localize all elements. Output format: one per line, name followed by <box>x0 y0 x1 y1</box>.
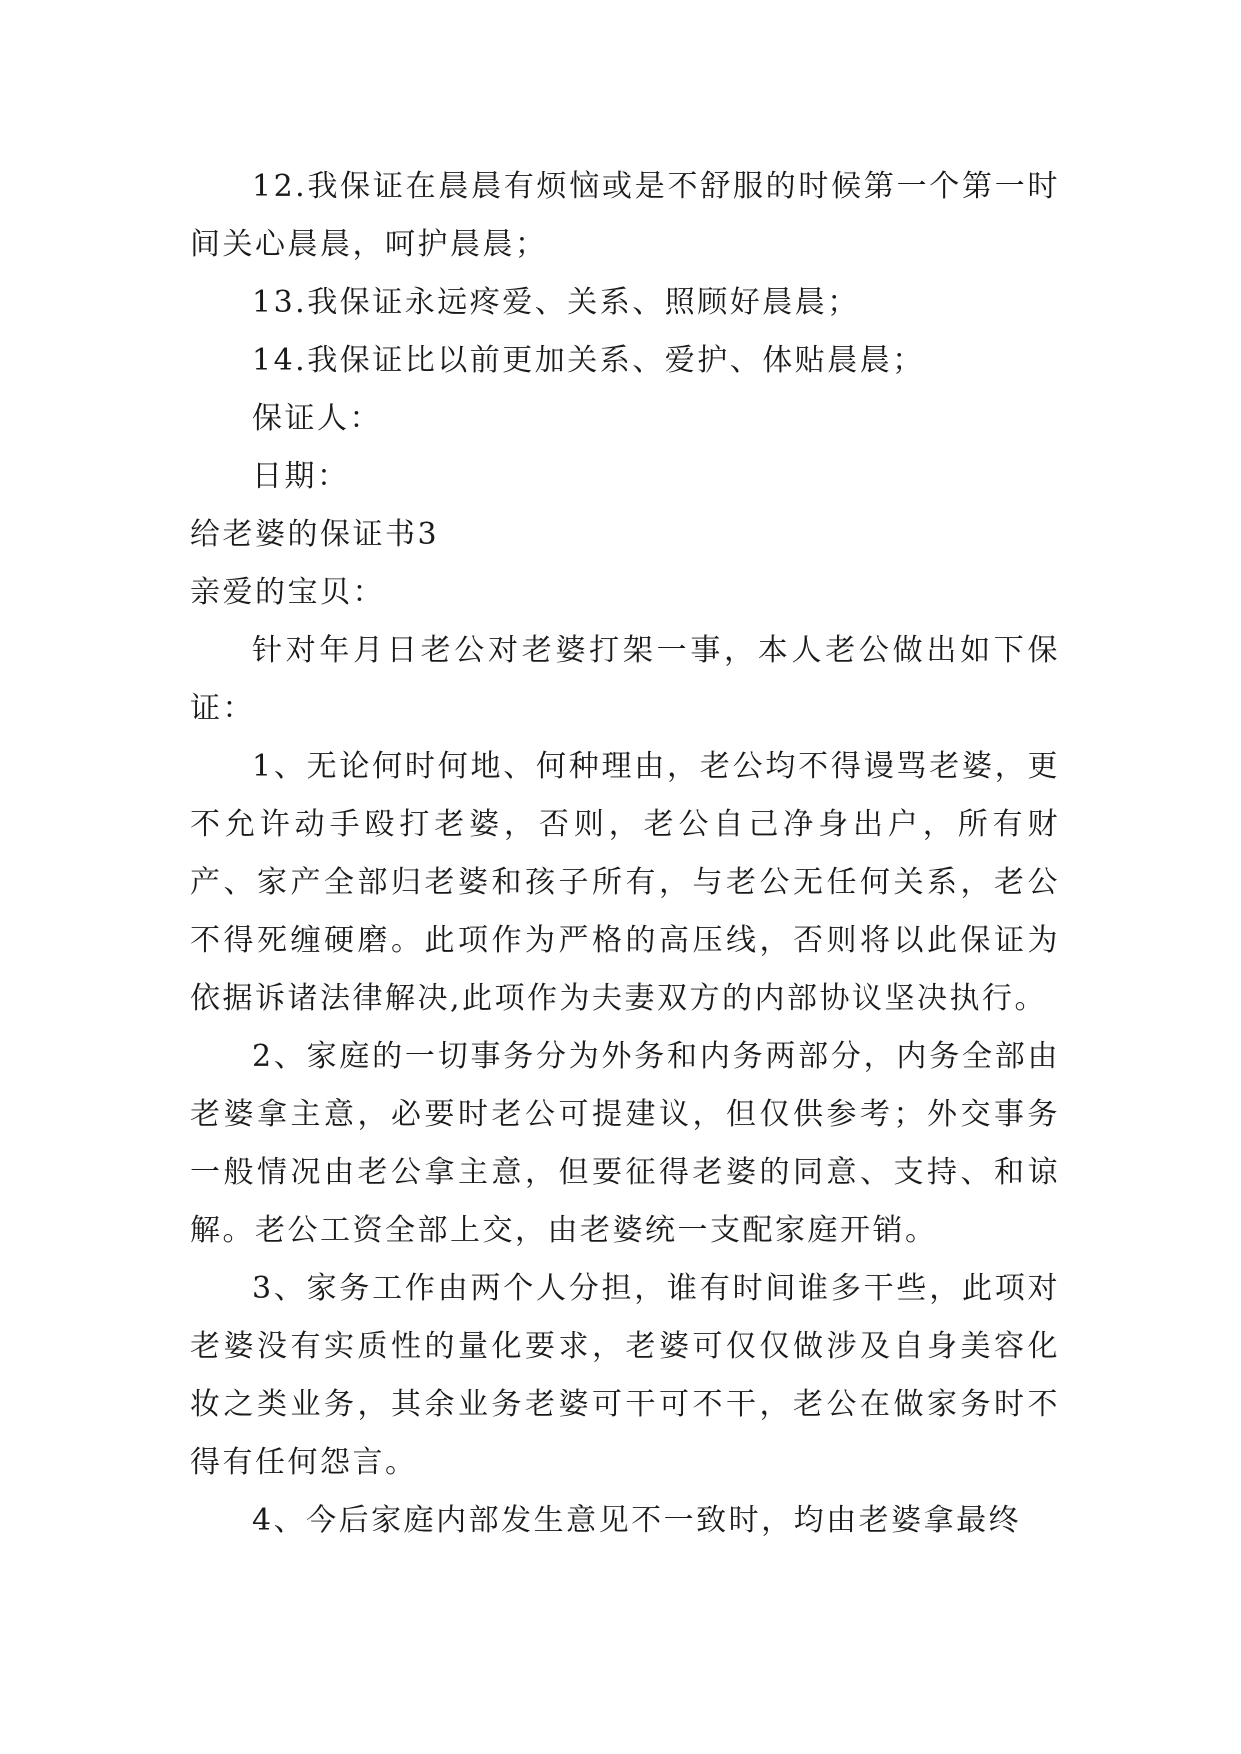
clause-3: 3、家务工作由两个人分担，谁有时间谁多干些，此项对老婆没有实质性的量化要求，老婆可仅仅做涉及自身美容化妆之类业务，其余业务老婆可干可不干，老公在做家务时不得有任何怨言。 <box>190 1271 1060 1480</box>
intro-paragraph: 针对年月日老公对老婆打架一事，本人老公做出如下保证： <box>190 633 1060 726</box>
document-body <box>190 158 1060 1550</box>
clause-2: 2、家庭的一切事务分为外务和内务两部分，内务全部由老婆拿主意，必要时老公可提建议，但仅供参考；外交事务一般情况由老公拿主意，但要征得老婆的同意、支持、和谅解。老公工资全部上交，由老婆统一支配家庭开销。 <box>190 1039 1060 1248</box>
paragraph-item-13: 13.我保证永远疼爱、关系、照顾好晨晨； <box>252 285 860 320</box>
paragraph-item-12: 12.我保证在晨晨有烦恼或是不舒服的时候第一个第一时间关心晨晨，呵护晨晨； <box>190 169 1060 262</box>
clause-4: 4、今后家庭内部发生意见不一致时，均由老婆拿最终 <box>252 1503 1022 1538</box>
paragraph-item-14: 14.我保证比以前更加关系、爱护、体贴晨晨； <box>252 343 925 378</box>
guarantor-line: 保证人： <box>252 401 382 436</box>
date-line: 日期： <box>252 459 350 494</box>
section-title: 给老婆的保证书3 <box>190 517 440 552</box>
clause-1: 1、无论何时何地、何种理由，老公均不得谩骂老婆，更不允许动手殴打老婆，否则，老公自己净身出户，所有财产、家产全部归老婆和孩子所有，与老公无任何关系，老公不得死缠硬磨。此项作为严格的高压线，否则将以此保证为依据诉诸法律解决,此项作为夫妻双方的内部协议坚决执行。 <box>190 749 1060 1016</box>
salutation: 亲爱的宝贝： <box>190 575 385 610</box>
